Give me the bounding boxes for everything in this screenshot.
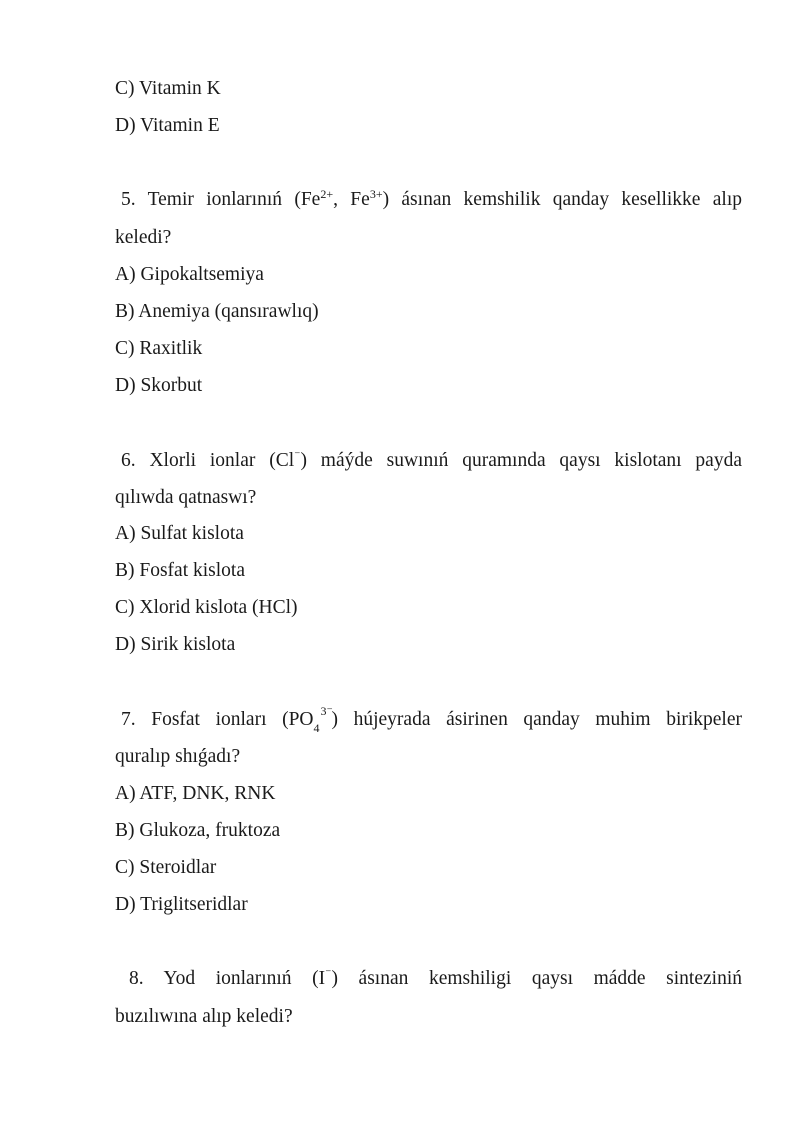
q7-option-c: C) Steroidlar	[115, 857, 217, 878]
q7-option-a: A) ATF, DNK, RNK	[115, 783, 276, 804]
q5-text-a: 5. Temir ionlarınıń (Fe	[121, 189, 321, 210]
q5-option-a: A) Gipokaltsemiya	[115, 264, 264, 285]
q6-text-a: 6. Xlorli ionlar (Cl	[121, 450, 295, 471]
q6-superscript-cl: ⁻	[294, 448, 301, 462]
q7-question-line1	[115, 704, 742, 735]
q7-subscript-4: 4	[313, 721, 320, 735]
q5-option-c: C) Raxitlik	[115, 338, 203, 359]
q8-text-a: 8. Yod ionlarınıń (I	[129, 968, 326, 989]
q5-superscript-fe3: 3+	[369, 187, 383, 201]
q6-question-line2: qılıwda qatnaswı?	[115, 487, 257, 508]
q7-option-b: B) Glukoza, fruktoza	[115, 820, 281, 841]
q5-option-b: B) Anemiya (qansırawlıq)	[115, 301, 319, 322]
q5-question-line2: keledi?	[115, 227, 172, 248]
q4-option-c: C) Vitamin K	[115, 78, 221, 99]
q8-text-b: ) ásınan kemshiligi qaysı mádde sinteziniń	[331, 968, 742, 989]
q5-question-line1	[115, 187, 742, 213]
q8-question-line1	[115, 966, 742, 992]
q7-superscript-3minus: 3⁻	[320, 704, 333, 718]
q8-question-line2: buzılıwına alıp keledi?	[115, 1006, 293, 1027]
q7-text-a: 7. Fosfat ionları (PO	[121, 709, 314, 730]
q7-question-line2: quralıp shıǵadı?	[115, 746, 241, 767]
q6-option-d: D) Sirik kislota	[115, 634, 236, 655]
q5-text-b: , Fe	[333, 189, 370, 210]
q8-superscript-i: ⁻	[325, 966, 332, 980]
q6-question-line1	[115, 448, 742, 474]
q5-option-d: D) Skorbut	[115, 375, 203, 396]
q6-option-a: A) Sulfat kislota	[115, 523, 244, 544]
q7-option-d: D) Triglitseridlar	[115, 894, 248, 915]
q4-option-d: D) Vitamin E	[115, 115, 220, 136]
q6-text-b: ) máýde suwınıń quramında qaysı kislotanı payda	[300, 450, 742, 471]
q7-text-b: ) hújeyrada ásirinen qanday muhim birikpeler	[331, 709, 742, 730]
q6-option-c: C) Xlorid kislota (HCl)	[115, 597, 298, 618]
q7-subsup-po4	[313, 704, 333, 735]
q6-option-b: B) Fosfat kislota	[115, 560, 245, 581]
q5-superscript-fe2: 2+	[320, 187, 334, 201]
q5-text-c: ) ásınan kemshilik qanday kesellikke alıp	[382, 189, 743, 210]
